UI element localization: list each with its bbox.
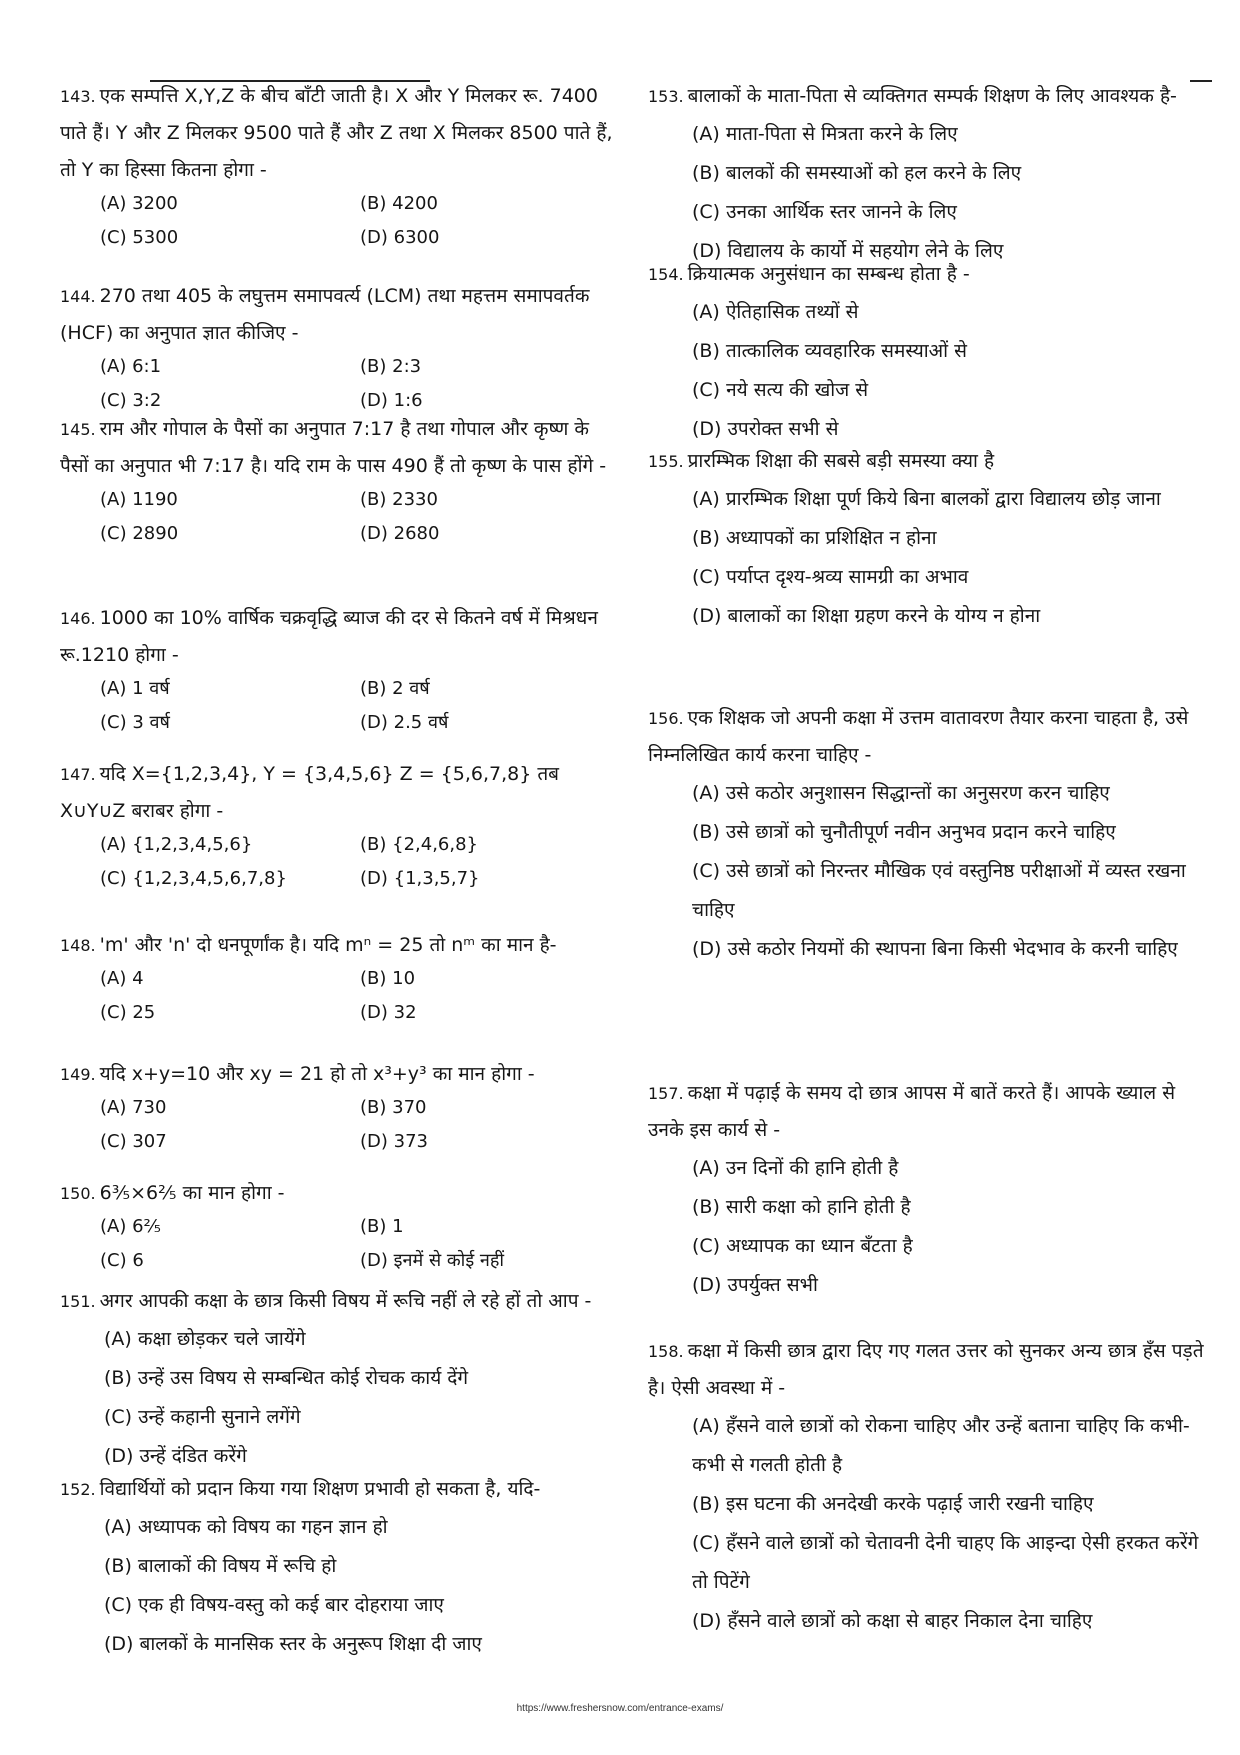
question-body: एक शिक्षक जो अपनी कक्षा में उत्तम वातावरण तैयार करना चाहता है, उसे निम्नलिखित कार्य करना चाहिए - <box>648 707 1189 766</box>
question-156 <box>648 700 1213 969</box>
options-list <box>60 1210 620 1278</box>
option-d[interactable]: (D) उसे कठोर नियमों की स्थापना बिना किसी भेदभाव के करनी चाहिए <box>692 938 1178 960</box>
question-text <box>648 1075 1213 1149</box>
option-d[interactable]: (D) हँसने वाले छात्रों को कक्षा से बाहर निकाल देना चाहिए <box>692 1610 1093 1632</box>
options-list <box>60 350 620 418</box>
question-145 <box>60 411 620 551</box>
option-d[interactable]: (D) 2680 <box>360 523 440 544</box>
option-d[interactable]: (D) उपरोक्त सभी से <box>692 418 839 440</box>
question-text <box>60 1471 620 1508</box>
options-list <box>60 672 620 740</box>
question-154 <box>648 256 1213 449</box>
option-d[interactable]: (D) बालकों के मानसिक स्तर के अनुरूप शिक्षा दी जाए <box>104 1633 482 1655</box>
option-a[interactable]: (A) अध्यापक को विषय का गहन ज्ञान हो <box>104 1516 388 1538</box>
question-number: 152. <box>60 1480 96 1499</box>
question-body: कक्षा में किसी छात्र द्वारा दिए गए गलत उत्तर को सुनकर अन्य छात्र हँस पड़ते है। ऐसी अवस्था में - <box>648 1340 1204 1399</box>
option-a[interactable]: (A) 730 <box>100 1097 167 1118</box>
question-number: 157. <box>648 1084 684 1103</box>
option-a[interactable]: (A) माता-पिता से मित्रता करने के लिए <box>692 123 958 145</box>
options-list <box>60 1508 620 1664</box>
options-list <box>60 828 620 896</box>
question-body: यदि X={1,2,3,4}, Y = {3,4,5,6} Z = {5,6,7,8} तब X∪Y∪Z बराबर होगा - <box>60 763 560 822</box>
question-text <box>60 756 620 830</box>
option-a[interactable]: (A) प्रारम्भिक शिक्षा पूर्ण किये बिना बालकों द्वारा विद्यालय छोड़ जाना <box>692 488 1161 510</box>
question-text <box>60 278 620 352</box>
option-a[interactable]: (A) उसे कठोर अनुशासन सिद्धान्तों का अनुसरण करन चाहिए <box>692 782 1110 804</box>
question-body: राम और गोपाल के पैसों का अनुपात 7:17 है तथा गोपाल और कृष्ण के पैसों का अनुपात भी 7:17 है। यदि राम के पास 490 हैं तो कृष्ण के पास होंगे - <box>60 418 607 477</box>
option-b[interactable]: (B) इस घटना की अनदेखी करके पढ़ाई जारी रखनी चाहिए <box>692 1493 1094 1515</box>
option-b[interactable]: (B) उन्हें उस विषय से सम्बन्धित कोई रोचक कार्य देंगे <box>104 1367 469 1389</box>
option-c[interactable]: (C) उन्हें कहानी सुनाने लगेंगे <box>104 1406 301 1428</box>
question-body: क्रियात्मक अनुसंधान का सम्बन्ध होता है - <box>687 263 970 285</box>
question-146 <box>60 600 620 740</box>
option-b[interactable]: (B) सारी कक्षा को हानि होती है <box>692 1196 911 1218</box>
option-d[interactable]: (D) बालाकों का शिक्षा ग्रहण करने के योग्य न होना <box>692 605 1041 627</box>
options-list <box>60 962 620 1030</box>
question-body: 1000 का 10% वार्षिक चक्रवृद्धि ब्याज की दर से कितने वर्ष में मिश्रधन रू.1210 होगा - <box>60 607 598 666</box>
question-body: 270 तथा 405 के लघुत्तम समापवर्त्य (LCM) तथा महत्तम समापवर्तक (HCF) का अनुपात ज्ञात कीजिए - <box>60 285 590 344</box>
option-b[interactable]: (B) 2 वर्ष <box>360 678 430 699</box>
option-b[interactable]: (B) अध्यापकों का प्रशिक्षित न होना <box>692 527 937 549</box>
question-body: एक सम्पत्ति X,Y,Z के बीच बाँटी जाती है। X और Y मिलकर रू. 7400 पाते हैं। Y और Z मिलकर 9500 पाते हैं और Z तथा X मिलकर 8500 पाते हैं, तो Y का हिस्सा कितना होगा - <box>60 85 613 181</box>
question-number: 146. <box>60 609 96 628</box>
option-d[interactable]: (D) उपर्युक्त सभी <box>692 1274 818 1296</box>
question-text <box>648 1333 1213 1407</box>
question-text <box>60 1175 620 1212</box>
question-number: 154. <box>648 265 684 284</box>
options-list <box>648 115 1213 271</box>
question-body: यदि x+y=10 और xy = 21 हो तो x³+y³ का मान होगा - <box>99 1063 535 1085</box>
options-list <box>648 1407 1213 1641</box>
question-text <box>60 927 620 964</box>
question-149 <box>60 1056 620 1159</box>
option-a[interactable]: (A) उन दिनों की हानि होती है <box>692 1157 899 1179</box>
option-b[interactable]: (B) उसे छात्रों को चुनौतीपूर्ण नवीन अनुभव प्रदान करने चाहिए <box>692 821 1116 843</box>
option-c[interactable]: (C) 6 <box>100 1250 144 1271</box>
question-151 <box>60 1283 620 1476</box>
options-list <box>60 187 620 255</box>
question-body: 'm' और 'n' दो धनपूर्णांक है। यदि mⁿ = 25 तो nᵐ का मान है- <box>99 934 557 956</box>
option-c[interactable]: (C) एक ही विषय-वस्तु को कई बार दोहराया जाए <box>104 1594 444 1616</box>
option-b[interactable]: (B) बालकों की समस्याओं को हल करने के लिए <box>692 162 1022 184</box>
option-c[interactable]: (C) नये सत्य की खोज से <box>692 379 869 401</box>
option-b[interactable]: (B) 1 <box>360 1216 404 1237</box>
option-b[interactable]: (B) 2330 <box>360 489 438 510</box>
option-b[interactable]: (B) 370 <box>360 1097 427 1118</box>
option-d[interactable]: (D) इनमें से कोई नहीं <box>360 1250 505 1271</box>
question-number: 149. <box>60 1065 96 1084</box>
question-147 <box>60 756 620 896</box>
question-body: प्रारम्भिक शिक्षा की सबसे बड़ी समस्या क्या है <box>687 450 995 472</box>
question-144 <box>60 278 620 418</box>
options-list <box>648 774 1213 969</box>
option-c[interactable]: (C) 307 <box>100 1131 167 1152</box>
question-text <box>648 443 1213 480</box>
option-a[interactable]: (A) 6:1 <box>100 356 162 377</box>
option-d[interactable]: (D) 32 <box>360 1002 417 1023</box>
option-a[interactable]: (A) 4 <box>100 968 144 989</box>
question-number: 151. <box>60 1292 96 1311</box>
question-number: 156. <box>648 709 684 728</box>
option-c[interactable]: (C) उसे छात्रों को निरन्तर मौखिक एवं वस्तुनिष्ठ परीक्षाओं में व्यस्त रखना चाहिए <box>692 860 1186 921</box>
option-a[interactable]: (A) हँसने वाले छात्रों को रोकना चाहिए और उन्हें बताना चाहिए कि कभी-कभी से गलती होती है <box>692 1415 1190 1476</box>
question-number: 148. <box>60 936 96 955</box>
option-a[interactable]: (A) {1,2,3,4,5,6} <box>100 834 253 855</box>
question-number: 158. <box>648 1342 684 1361</box>
option-c[interactable]: (C) 3:2 <box>100 390 162 411</box>
question-text <box>648 78 1213 115</box>
question-number: 143. <box>60 87 96 106</box>
question-152 <box>60 1471 620 1664</box>
option-b[interactable]: (B) बालाकों की विषय में रूचि हो <box>104 1555 337 1577</box>
option-c[interactable]: (C) उनका आर्थिक स्तर जानने के लिए <box>692 201 957 223</box>
option-d[interactable]: (D) 6300 <box>360 227 440 248</box>
option-b[interactable]: (B) तात्कालिक व्यवहारिक समस्याओं से <box>692 340 967 362</box>
option-b[interactable]: (B) 4200 <box>360 193 438 214</box>
options-list <box>60 483 620 551</box>
question-148 <box>60 927 620 1030</box>
question-157 <box>648 1075 1213 1305</box>
question-body: 6³⁄₅×6²⁄₅ का मान होगा - <box>99 1182 285 1204</box>
option-c[interactable]: (C) हँसने वाले छात्रों को चेतावनी देनी चाहए कि आइन्दा ऐसी हरकत करेंगे तो पिटेंगे <box>692 1532 1199 1593</box>
option-c[interactable]: (C) 5300 <box>100 227 179 248</box>
option-c[interactable]: (C) अध्यापक का ध्यान बँटता है <box>692 1235 913 1257</box>
question-number: 153. <box>648 87 684 106</box>
question-body: कक्षा में पढ़ाई के समय दो छात्र आपस में बातें करते हैं। आपके ख्याल से उनके इस कार्य से - <box>648 1082 1176 1141</box>
options-list <box>648 1149 1213 1305</box>
option-d[interactable]: (D) उन्हें दंडित करेंगे <box>104 1445 247 1467</box>
question-body: बालाकों के माता-पिता से व्यक्तिगत सम्पर्क शिक्षण के लिए आवश्यक है- <box>687 85 1177 107</box>
option-d[interactable]: (D) 373 <box>360 1131 428 1152</box>
option-a[interactable]: (A) 6²⁄₅ <box>100 1216 161 1237</box>
option-d[interactable]: (D) 2.5 वर्ष <box>360 712 449 733</box>
options-list <box>648 293 1213 449</box>
options-list <box>60 1320 620 1476</box>
question-text <box>60 600 620 674</box>
option-c[interactable]: (C) 3 वर्ष <box>100 712 170 733</box>
option-a[interactable]: (A) कक्षा छोड़कर चले जायेंगे <box>104 1328 306 1350</box>
option-b[interactable]: (B) 2:3 <box>360 356 422 377</box>
question-143 <box>60 78 620 255</box>
footer-url[interactable]: https://www.freshersnow.com/entrance-exams/ <box>516 1703 724 1714</box>
option-b[interactable]: (B) 10 <box>360 968 416 989</box>
option-a[interactable]: (A) 1190 <box>100 489 178 510</box>
question-text <box>648 700 1213 774</box>
question-text <box>648 256 1213 293</box>
question-body: विद्यार्थियों को प्रदान किया गया शिक्षण प्रभावी हो सकता है, यदि- <box>99 1478 541 1500</box>
question-155 <box>648 443 1213 636</box>
question-number: 150. <box>60 1184 96 1203</box>
question-text <box>60 78 620 189</box>
option-c[interactable]: (C) 2890 <box>100 523 179 544</box>
option-c[interactable]: (C) 25 <box>100 1002 156 1023</box>
question-150 <box>60 1175 620 1278</box>
question-number: 147. <box>60 765 96 784</box>
question-153 <box>648 78 1213 271</box>
option-a[interactable]: (A) 1 वर्ष <box>100 678 170 699</box>
question-text <box>60 1056 620 1093</box>
question-text <box>60 1283 620 1320</box>
option-b[interactable]: (B) {2,4,6,8} <box>360 834 478 855</box>
question-body: अगर आपकी कक्षा के छात्र किसी विषय में रूचि नहीं ले रहे हों तो आप - <box>99 1290 592 1312</box>
option-a[interactable]: (A) 3200 <box>100 193 178 214</box>
options-list <box>648 480 1213 636</box>
option-d[interactable]: (D) विद्यालय के कार्यो में सहयोग लेने के लिए <box>692 240 1004 262</box>
question-number: 144. <box>60 287 96 306</box>
option-a[interactable]: (A) ऐतिहासिक तथ्यों से <box>692 301 859 323</box>
question-number: 155. <box>648 452 684 471</box>
options-list <box>60 1091 620 1159</box>
question-number: 145. <box>60 420 96 439</box>
question-158 <box>648 1333 1213 1641</box>
question-text <box>60 411 620 485</box>
option-d[interactable]: (D) {1,3,5,7} <box>360 868 480 889</box>
option-c[interactable]: (C) {1,2,3,4,5,6,7,8} <box>100 868 287 889</box>
option-d[interactable]: (D) 1:6 <box>360 390 423 411</box>
option-c[interactable]: (C) पर्याप्त दृश्य-श्रव्य सामग्री का अभाव <box>692 566 969 588</box>
